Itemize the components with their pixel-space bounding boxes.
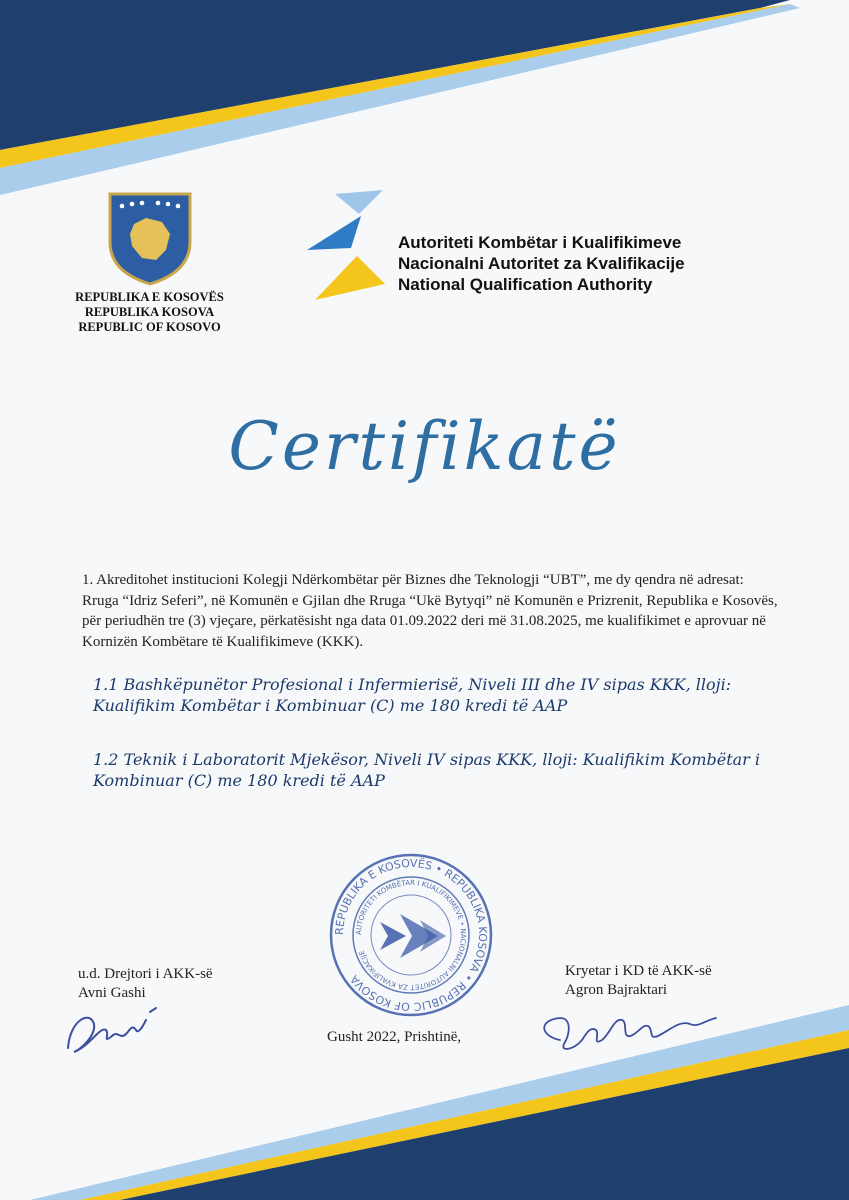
republic-name-albanian: REPUBLIKA E KOSOVËS — [75, 290, 224, 304]
qualification-item: 1.2 Teknik i Laboratorit Mjekësor, Niveli IV sipas KKK, lloji: Kualifikim Kombëtar i Kombinuar (C) me 180 kredi të AAP — [93, 750, 761, 790]
authority-name-albanian: Autoriteti Kombëtar i Kualifikimeve — [398, 233, 682, 252]
right-signature-icon — [530, 1000, 730, 1065]
right-signatory-role: Kryetar i KD të AKK-së — [565, 963, 712, 979]
right-signatory — [565, 962, 712, 1000]
official-seal-icon — [328, 852, 494, 1018]
left-signatory-role: u.d. Drejtori i AKK-së — [78, 966, 213, 982]
qualification-item: 1.1 Bashkëpunëtor Profesional i Infermierisë, Niveli III dhe IV sipas KKK, lloji: Kualifikim Kombëtar i Kombinuar (C) me 180 kredi të AAP — [93, 675, 732, 715]
authority-name-serbian: Nacionalni Autoritet za Kvalifikacije — [398, 254, 685, 273]
place-and-date: Gusht 2022, Prishtinë, — [327, 1029, 462, 1045]
top-navy-band — [0, 0, 790, 150]
kosovo-coat-of-arms-icon — [106, 190, 194, 286]
accreditation-text: 1. Akreditohet institucioni Kolegji Ndërkombëtar për Biznes dhe Teknologji “UBT”, me dy qendra në adresat: Rruga “Idriz Seferi”, në Komunën e Gjilan dhe Rruga “Ukë Bytyqi” në Komunën e Prizrenit, Republika e Kosovës, për periudhën tre (3) vjeçare, përkatësisht nga data 01.09.2022 deri më 31.08.2025, me kualifikimet e aprovuar në Kornizën Kombëtare të Kualifikimeve (KKK). — [82, 572, 778, 650]
authority-name-block — [398, 232, 685, 295]
svg-text:AUTORITETI KOMBËTAR I KUALIFIK: AUTORITETI KOMBËTAR I KUALIFIKIMEVE • NACIONALNI AUTORITET ZA KVALIFIKACIJE — [354, 878, 468, 992]
authority-name-english: National Qualification Authority — [398, 275, 653, 294]
republic-block — [62, 190, 237, 335]
left-signature-icon — [60, 1000, 170, 1062]
republic-name-english: REPUBLIC OF KOSOVO — [78, 320, 221, 334]
svg-text:REPUBLIKA E KOSOVËS • REPUBLIK: REPUBLIKA E KOSOVËS • REPUBLIKA KOSOVA • REPUBLIC OF KOSOVA — [332, 856, 490, 1014]
nqa-logo-icon — [305, 188, 391, 308]
certificate-title: Certifikatë — [228, 408, 621, 485]
left-signatory-name: Avni Gashi — [78, 985, 146, 1001]
left-signatory — [78, 965, 213, 1003]
right-signatory-name: Agron Bajraktari — [565, 982, 668, 998]
republic-name-serbian: REPUBLIKA KOSOVA — [84, 305, 215, 319]
